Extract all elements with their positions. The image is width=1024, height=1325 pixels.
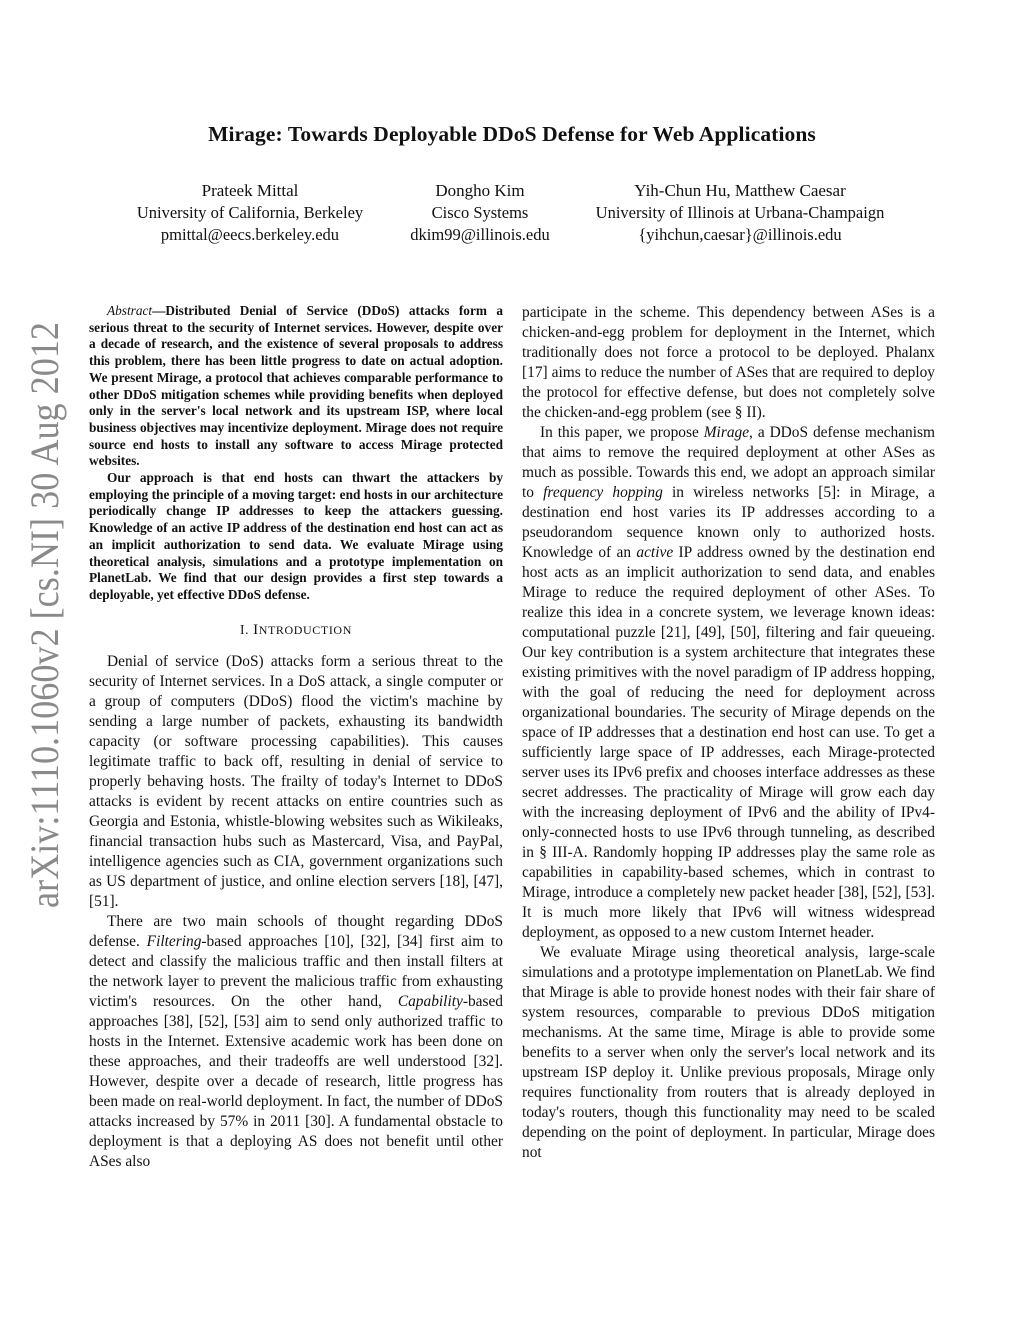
body-paragraph	[89, 912, 503, 1172]
author-1	[120, 180, 380, 246]
author-affiliation: Cisco Systems	[431, 203, 529, 222]
emphasis: Capability	[397, 992, 463, 1010]
text-run: -based approaches [10], [32], [34] first aim to detect and classify the malicious traffic and then install filters at the network layer to prevent the malicious traffic from exhausting victim's resources. On the other hand,	[89, 932, 503, 1010]
author-email: {yihchun,caesar}@illinois.edu	[638, 225, 842, 244]
emphasis: frequency hopping	[543, 484, 663, 501]
emphasis: active	[636, 544, 674, 561]
author-email: dkim99@illinois.edu	[410, 225, 550, 244]
section-title-rest: NTRODUCTION	[258, 622, 352, 637]
text-run: -based approaches [38], [52], [53] aim to send only authorized traffic to hosts in the Internet. Extensive academic work has been done on these approaches, and their tradeoffs are well understood [32]. However, despite over a decade of research, little progress has been made on real-world deployment. In fact, the number of DDoS attacks increased by 57% in 2011 [30]. A fundamental obstacle to deployment is that a deploying AS does not benefit until other ASes also	[89, 992, 503, 1170]
arxiv-identifier: arXiv:1110.1060v2 [cs.NI] 30 Aug 2012	[22, 320, 67, 908]
abstract	[89, 303, 503, 604]
section-number: I.	[240, 621, 250, 637]
section-heading	[89, 620, 503, 640]
body-paragraph	[522, 423, 935, 943]
abstract-paragraph	[89, 303, 503, 470]
author-email: pmittal@eecs.berkeley.edu	[160, 225, 340, 244]
paper-title: Mirage: Towards Deployable DDoS Defense for Web Applications	[208, 122, 816, 146]
text-run: There are two main schools of thought regarding DDoS defense.	[89, 912, 503, 950]
body-paragraph: Denial of service (DoS) attacks form a serious threat to the security of Internet services. In a DoS attack, a single computer or a group of computers (DDoS) flood the victim's machine by sending a large number of packets, exhausting its bandwidth capacity (or software processing capabilities). This causes legitimate traffic to back off, resulting in denial of service to properly behaving hosts. The frailty of today's Internet to DDoS attacks is evident by recent attacks on entire countries such as Georgia and Estonia, whistle-blowing websites such as Wikileaks, financial transaction hubs such as Mastercard, Visa, and PayPal, intelligence agencies such as CIA, government organizations such as US department of justice, and online election servers [18], [47], [51].	[89, 652, 503, 910]
body-paragraph: participate in the scheme. This dependency between ASes is a chicken-and-egg problem for deployment in the Internet, which traditionally does not force a protocol to be deployed. Phalanx [17] aims to reduce the number of ASes that are required to deploy the protocol for effective defense, but does not completely solve the chicken-and-egg problem (see § II).	[522, 304, 935, 421]
right-column	[522, 303, 935, 1163]
text-run: , a DDoS defense mechanism that aims to remove the required deployment at other ASes as much as possible. Towards this end, we adopt an approach similar to	[522, 424, 935, 501]
left-column	[89, 303, 503, 1172]
emphasis: Mirage	[703, 424, 750, 441]
author-name: Yih-Chun Hu, Matthew Caesar	[634, 181, 846, 200]
author-2	[370, 180, 590, 246]
author-affiliation: University of California, Berkeley	[136, 203, 364, 222]
author-name: Prateek Mittal	[201, 181, 299, 200]
abstract-paragraph: Our approach is that end hosts can thwart the attackers by employing the principle of a moving target: end hosts in our architecture periodically change IP addresses to keep the attackers guessing. Knowledge of an active IP address of the destination end host can act as an implicit authorization to send data. We evaluate Mirage using theoretical analysis, simulations and a prototype implementation on PlanetLab. We find that our design provides a first step towards a deployable, yet effective DDoS defense.	[89, 470, 503, 602]
abstract-label: Abstract	[107, 303, 153, 318]
text-run: In this paper, we propose	[540, 424, 704, 441]
author-affiliation: University of Illinois at Urbana-Champaign	[595, 203, 885, 222]
arxiv-identifier-stamp	[10, 320, 70, 910]
author-3	[580, 180, 900, 246]
author-name: Dongho Kim	[435, 181, 525, 200]
text-run: in wireless networks [5]: in Mirage, a destination end host varies its IP addresses according to a pseudorandom sequence known only to authorized hosts. Knowledge of an	[522, 484, 935, 561]
emphasis: Filtering	[146, 932, 202, 950]
body-paragraph: We evaluate Mirage using theoretical analysis, large-scale simulations and a prototype implementation on PlanetLab. We find that Mirage is able to provide honest nodes with their fair share of system resources, comparable to previous DDoS mitigation mechanisms. At the same time, Mirage is able to provide some benefits to a server when only the server's local network and its upstream ISP deploy it. Unlike previous proposals, Mirage only requires functionality from routers that is already deployed in today's routers, though this functionality may need to be scaled depending on the point of deployment. In particular, Mirage does not	[522, 944, 935, 1161]
abstract-text: —Distributed Denial of Service (DDoS) attacks form a serious threat to the security of Internet services. However, despite over a decade of research, and the existence of several proposals to address this problem, there has been little progress to date on actual adoption. We present Mirage, a protocol that achieves comparable performance to other DDoS mitigation schemes while providing benefits when deployed only in the server's local network and its upstream ISP, where local business objectives may incentivize deployment. Mirage does not require source end hosts to install any software to access Mirage protected websites.	[89, 303, 503, 469]
text-run: IP address owned by the destination end host acts as an implicit authorization to send data, and enables Mirage to reduce the required deployment of other ASes. To realize this idea in a concrete system, we leverage known ideas: computational puzzle [21], [49], [50], filtering and fair queueing. Our key contribution is a system architecture that integrates these existing primitives with the novel paradigm of IP address hopping, with the goal of reducing the need for deployment across organizational boundaries. The security of Mirage depends on the space of IP addresses that a destination end host can use. To get a sufficiently large space of IP addresses, each Mirage-protected server uses its IPv6 prefix and chooses interface addresses as these secret addresses. The practicality of Mirage will grow each day with the increasing deployment of IPv6 and the ability of IPv4-only-connected hosts to use IPv6 through tunneling, as described in § III-A. Randomly hopping IP addresses play the same role as capabilities in capability-based schemes, which in contrast to Mirage, introduce a completely new packet header [38], [52], [53]. It is much more likely that IPv6 will witness widespread deployment, as opposed to a new custom Internet header.	[522, 544, 935, 941]
section-first-letter: I	[253, 621, 259, 638]
